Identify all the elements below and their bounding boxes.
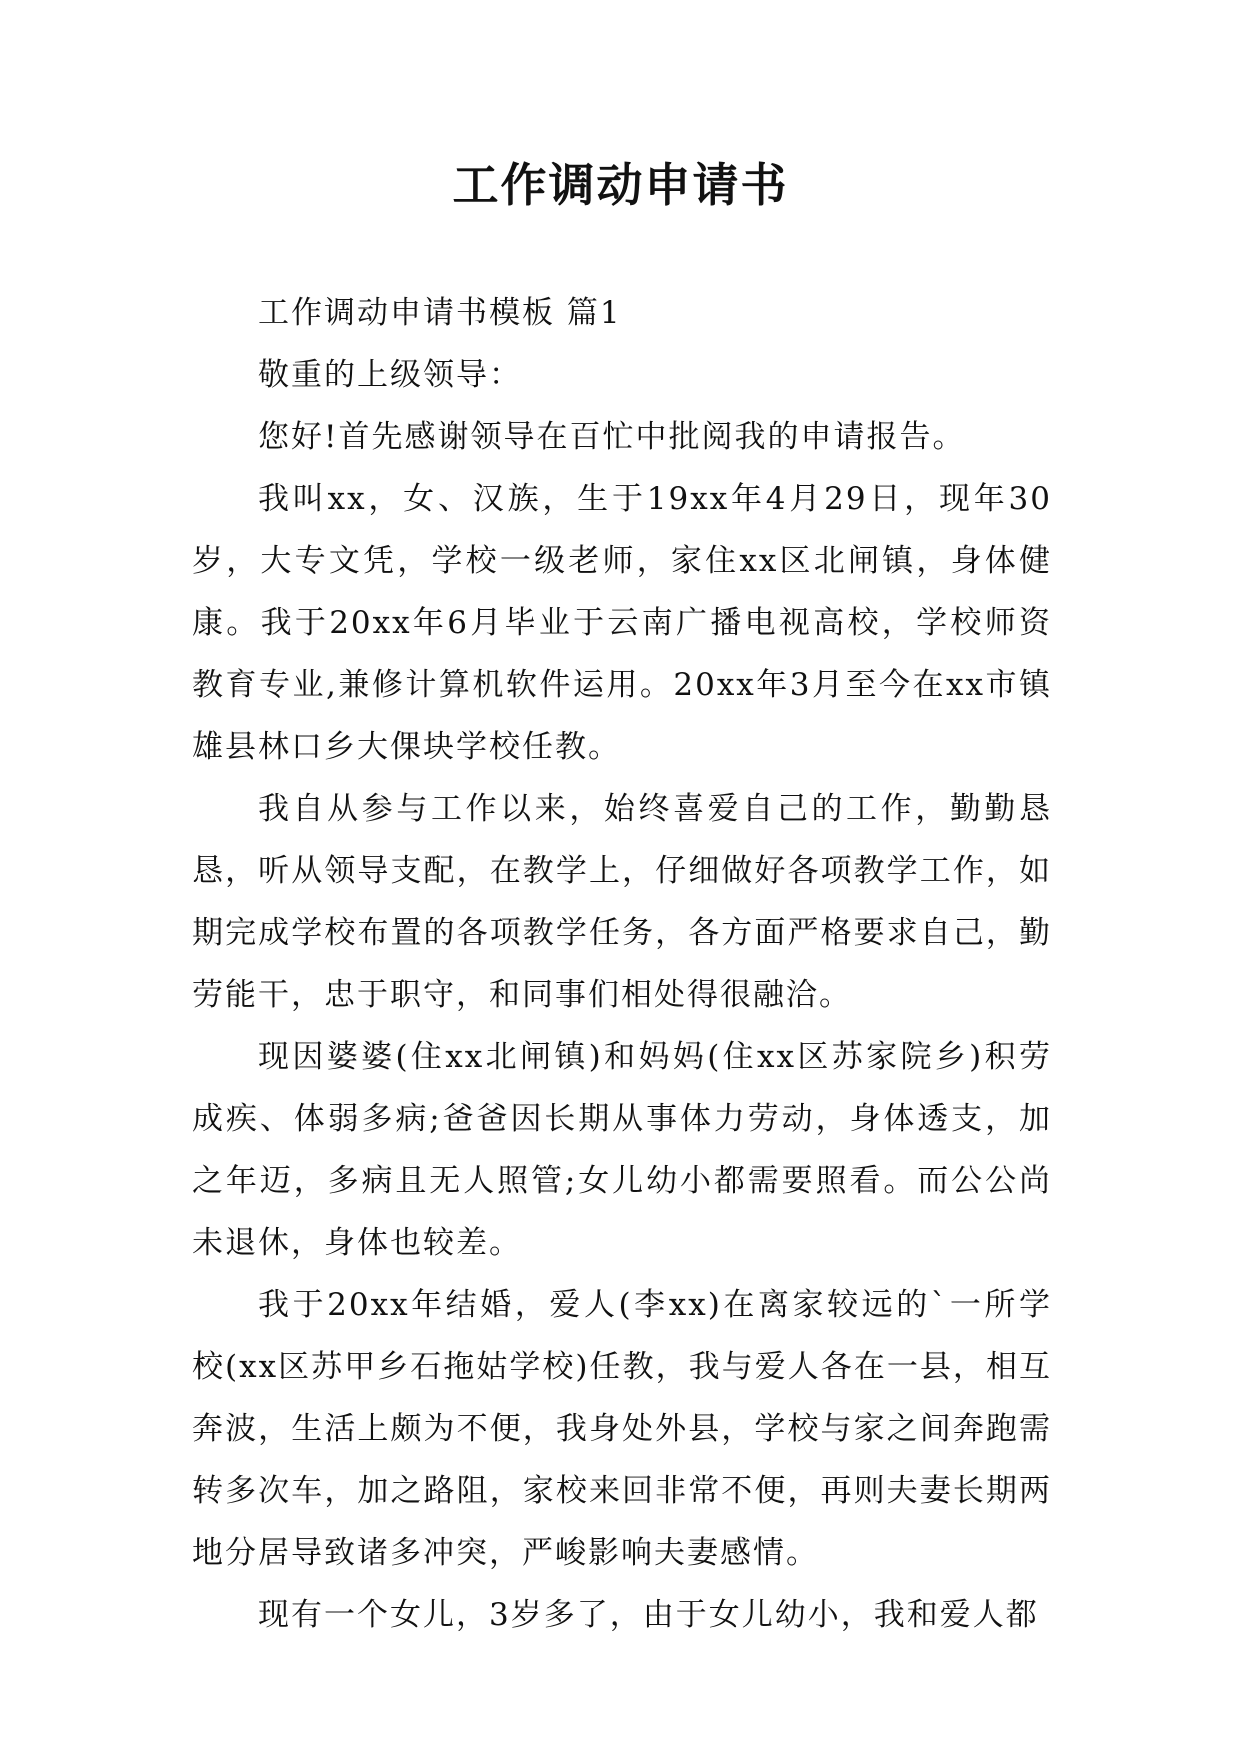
salutation: 敬重的上级领导： (258, 357, 522, 393)
work-attitude-paragraph: 我自从参与工作以来，始终喜爱自己的工作，勤勤恳恳，听从领导支配，在教学上，仔细做好各项教学工作，如期完成学校布置的各项教学任务，各方面严格要求自己，勤劳能干，忠于职守，和同事们相处得很融洽。 (192, 791, 1052, 1013)
family-situation-paragraph: 现因婆婆(住xx北闸镇)和妈妈(住xx区苏家院乡)积劳成疾、体弱多病;爸爸因长期从事体力劳动，身体透支，加之年迈，多病且无人照管;女儿幼小都需要照看。而公公尚未退休，身体也较差。 (192, 1039, 1052, 1261)
greeting-paragraph: 您好!首先感谢领导在百忙中批阅我的申请报告。 (258, 419, 966, 455)
document-body (192, 282, 1052, 1646)
section-heading: 工作调动申请书模板 篇1 (258, 295, 622, 331)
personal-info-paragraph: 我叫xx，女、汉族，生于19xx年4月29日，现年30岁，大专文凭，学校一级老师，家住xx区北闸镇，身体健康。我于20xx年6月毕业于云南广播电视高校，学校师资教育专业,兼修计算机软件运用。20xx年3月至今在xx市镇雄县林口乡大倮块学校任教。 (192, 481, 1052, 765)
marriage-paragraph: 我于20xx年结婚，爱人(李xx)在离家较远的`一所学校(xx区苏甲乡石拖姑学校)任教，我与爱人各在一县，相互奔波，生活上颇为不便，我身处外县，学校与家之间奔跑需转多次车，加之路阻，家校来回非常不便，再则夫妻长期两地分居导致诸多冲突，严峻影响夫妻感情。 (192, 1287, 1052, 1571)
daughter-paragraph: 现有一个女儿，3岁多了，由于女儿幼小，我和爱人都 (258, 1597, 1039, 1633)
document-title: 工作调动申请书 (452, 158, 789, 212)
